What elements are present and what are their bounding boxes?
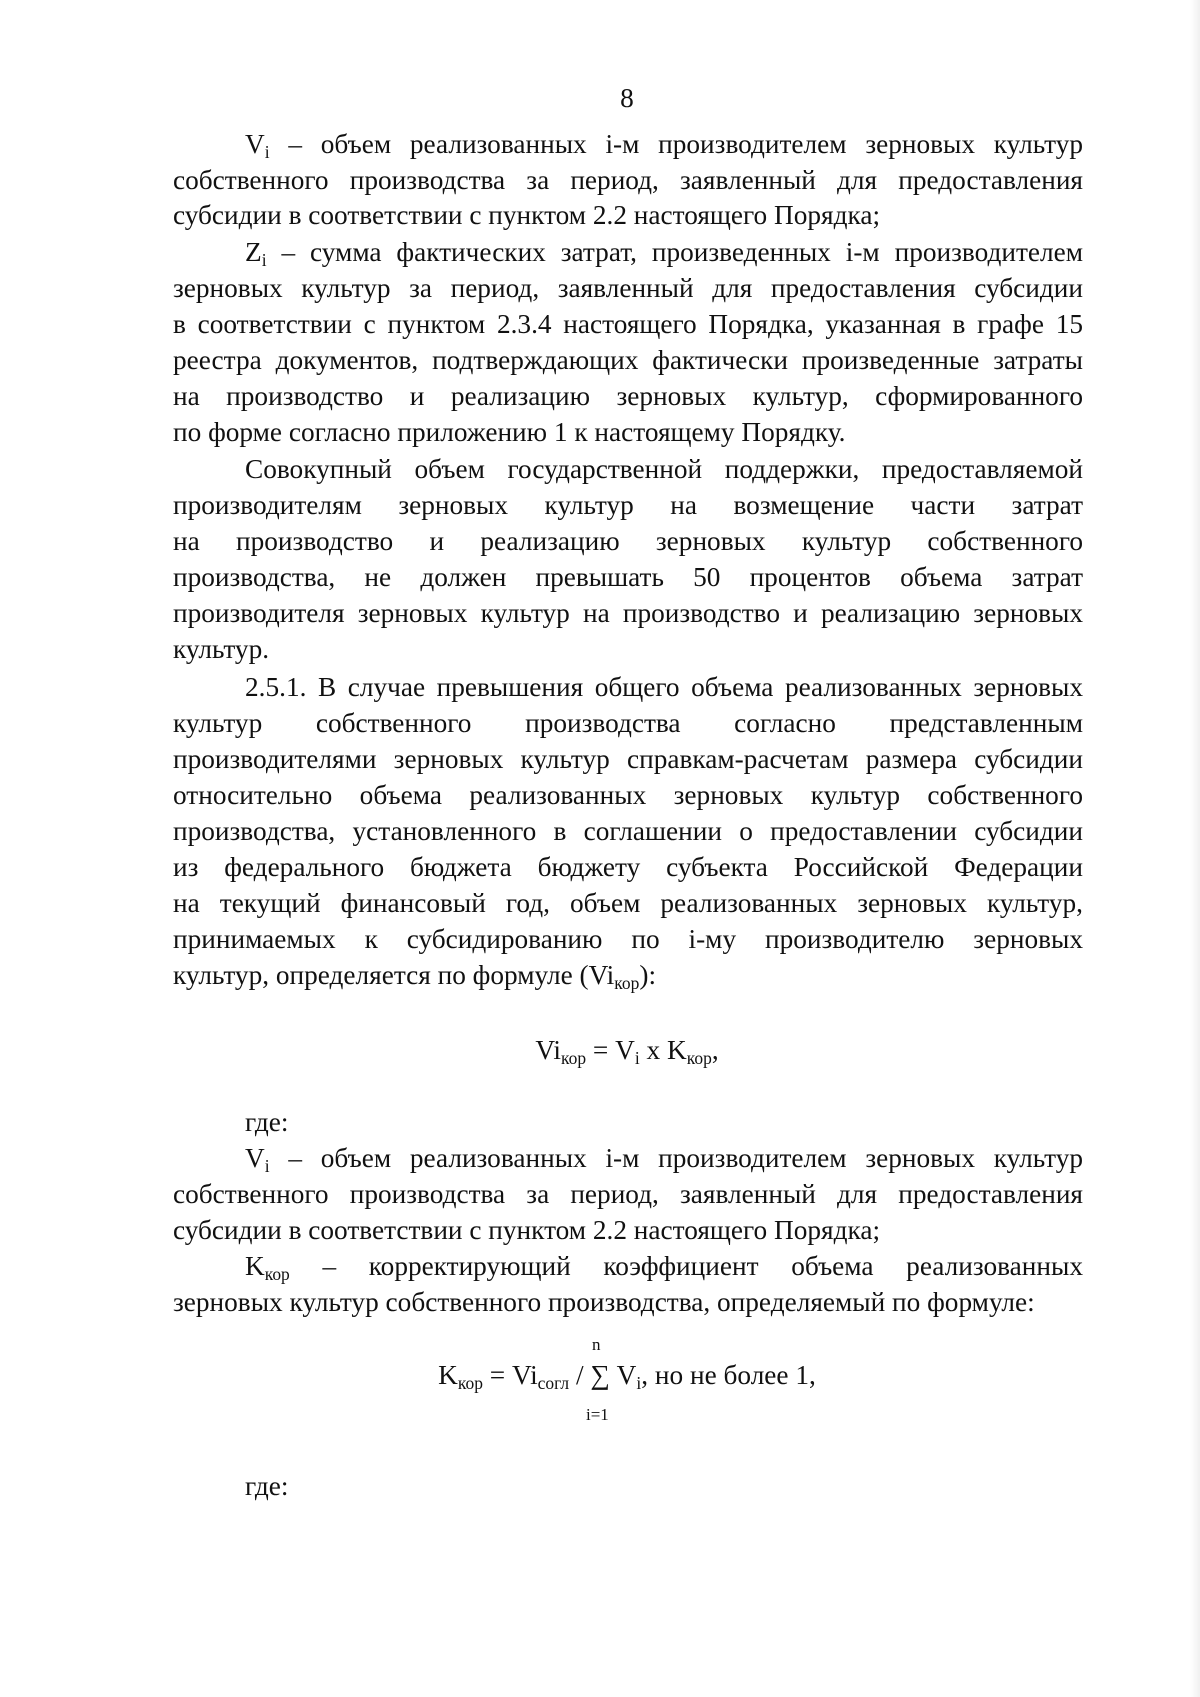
formula-subscript: согл	[537, 1372, 570, 1393]
p4-line-1: 2.5.1. В случае превышения общего объема реализованных зерновых	[245, 672, 1083, 702]
var-z: Z	[245, 237, 262, 267]
formula-subscript: кор	[561, 1047, 587, 1068]
formula-part: x K	[639, 1035, 687, 1065]
p4-line-4: относительно объема реализованных зерновых культур собственного	[173, 780, 1083, 810]
p5-line-1-text: – объем реализованных i-м производителем зерновых культур	[269, 1143, 1083, 1173]
formula-vi-kor	[0, 1032, 1200, 1068]
var-v: V	[245, 1143, 265, 1173]
p2-line-1-text: – сумма фактических затрат, произведенных i-м производителем	[266, 237, 1083, 267]
p2-line-1	[245, 234, 1083, 270]
sum-upper-limit: n	[592, 1335, 601, 1354]
p2-line-6: по форме согласно приложению 1 к настоящему Порядку.	[173, 417, 846, 447]
var-k: K	[245, 1251, 265, 1281]
var-subscript: кор	[614, 972, 640, 993]
var-v: V	[245, 129, 265, 159]
p2-line-4: реестра документов, подтверждающих фактически произведенные затраты	[173, 345, 1083, 375]
formula-part: = Vi	[482, 1360, 538, 1390]
formula-part: = V	[586, 1035, 635, 1065]
p1-line-1	[245, 126, 1083, 162]
p4-line-6: из федерального бюджета бюджету субъекта Российской Федерации	[173, 852, 1083, 882]
where-label-1: где:	[245, 1107, 289, 1137]
p2-line-2: зерновых культур за период, заявленный для предоставления субсидии	[173, 273, 1083, 303]
formula-subscript: кор	[457, 1372, 483, 1393]
p5-line-3: субсидии в соответствии с пунктом 2.2 настоящего Порядка;	[173, 1215, 881, 1245]
p4-line-9-text: культур, определяется по формуле (Vi	[173, 960, 615, 990]
p5-line-2: собственного производства за период, заявленный для предоставления	[173, 1179, 1083, 1209]
p2-line-5: на производство и реализацию зерновых культур, сформированного	[173, 381, 1083, 411]
p6-line-1-text: – корректирующий коэффициент объема реализованных	[289, 1251, 1083, 1281]
formula-part: , но не более 1,	[641, 1360, 816, 1390]
var-subscript: кор	[264, 1263, 290, 1284]
p5-line-1	[245, 1140, 1083, 1176]
formula-sum-part: / ∑ V	[569, 1360, 637, 1390]
p3-line-2: производителям зерновых культур на возмещение части затрат	[173, 490, 1083, 520]
formula-k-kor	[0, 1357, 1200, 1393]
p3-line-3: на производство и реализацию зерновых культур собственного	[173, 526, 1083, 556]
p3-line-6: культур.	[173, 634, 270, 664]
var-subscript: i	[264, 141, 270, 162]
p4-line-5: производства, установленного в соглашении о предоставлении субсидии	[173, 816, 1083, 846]
p3-line-4: производства, не должен превышать 50 процентов объема затрат	[173, 562, 1083, 592]
formula-part: K	[438, 1360, 458, 1390]
p4-line-2: культур собственного производства согласно представленным	[173, 708, 1083, 738]
p4-line-9	[173, 957, 1083, 993]
formula-part: ,	[711, 1035, 719, 1065]
p6-line-2: зерновых культур собственного производства, определяемый по формуле:	[173, 1287, 1035, 1317]
sum-lower-limit: i=1	[586, 1405, 609, 1424]
formula-subscript: кор	[686, 1047, 712, 1068]
page-number: 8	[620, 83, 634, 113]
formula-subscript: i	[636, 1372, 642, 1393]
page-edge-shadow	[1190, 0, 1200, 1697]
p6-line-1	[245, 1248, 1083, 1284]
p2-line-3: в соответствии с пунктом 2.3.4 настоящего Порядка, указанная в графе 15	[173, 309, 1083, 339]
p3-line-1: Совокупный объем государственной поддержки, предоставляемой	[245, 454, 1083, 484]
p1-line-1-text: – объем реализованных i-м производителем зерновых культур	[269, 129, 1083, 159]
p1-line-3: субсидии в соответствии с пунктом 2.2 настоящего Порядка;	[173, 200, 881, 230]
where-label-2: где:	[245, 1471, 289, 1501]
p1-line-2: собственного производства за период, заявленный для предоставления	[173, 165, 1083, 195]
var-subscript: i	[261, 249, 267, 270]
p3-line-5: производителя зерновых культур на производство и реализацию зерновых	[173, 598, 1083, 628]
formula-part: Vi	[535, 1035, 562, 1065]
p4-line-8: принимаемых к субсидированию по i-му производителю зерновых	[173, 924, 1083, 954]
formula-subscript: i	[634, 1047, 640, 1068]
var-subscript: i	[264, 1155, 270, 1176]
p4-line-9-end: ):	[639, 960, 657, 990]
p4-line-3: производителями зерновых культур справкам-расчетам размера субсидии	[173, 744, 1083, 774]
p4-line-7: на текущий финансовый год, объем реализованных зерновых культур,	[173, 888, 1083, 918]
